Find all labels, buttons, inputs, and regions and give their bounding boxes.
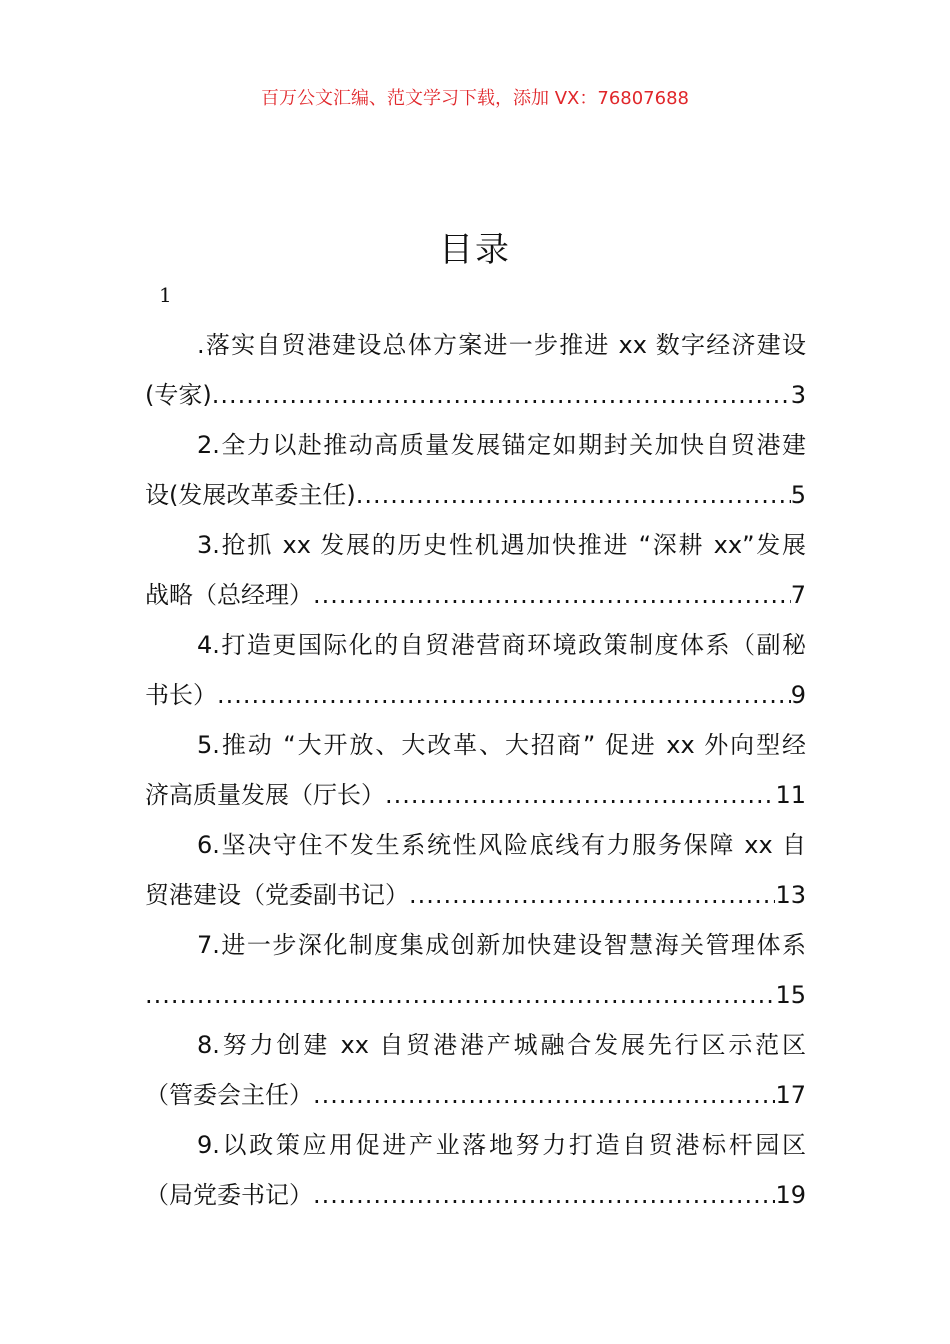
toc-entry[interactable] xyxy=(145,1122,806,1222)
dot-leader xyxy=(313,572,791,622)
toc-entry[interactable] xyxy=(145,722,806,822)
page-title: 目录 xyxy=(439,230,511,270)
toc-page-number: 9 xyxy=(790,681,806,709)
toc-entry-title-cont: 济高质量发展（厅长） xyxy=(145,781,385,809)
toc-entry[interactable] xyxy=(145,522,806,622)
toc-entry-title-cont: 书长） xyxy=(145,681,217,709)
toc-entry-title: 7.进一步深化制度集成创新加快建设智慧海关管理体系 xyxy=(197,931,806,959)
toc-entry[interactable] xyxy=(145,922,806,1022)
dot-leader xyxy=(145,972,775,1022)
toc-page-number: 13 xyxy=(775,881,806,909)
toc-entry-title: .落实自贸港建设总体方案进一步推进 xx 数字经济建设 xyxy=(197,331,806,359)
toc-page-number: 3 xyxy=(790,381,806,409)
watermark-header: 百万公文汇编、范文学习下载，添加 VX：76807688 xyxy=(261,88,689,109)
toc-entry-title: 8.努力创建 xx 自贸港港产城融合发展先行区示范区 xyxy=(197,1031,806,1059)
list-number: 1 xyxy=(159,283,172,307)
toc-entry-title: 4.打造更国际化的自贸港营商环境政策制度体系（副秘 xyxy=(197,631,806,659)
toc-entry-title-cont: 设(发展改革委主任) xyxy=(145,481,356,509)
toc-entry[interactable] xyxy=(145,322,806,422)
table-of-contents xyxy=(145,322,806,1222)
dot-leader xyxy=(313,1072,775,1122)
toc-entry-title: 2.全力以赴推动高质量发展锚定如期封关加快自贸港建 xyxy=(197,431,806,459)
toc-page-number: 11 xyxy=(775,781,806,809)
toc-page-number: 15 xyxy=(775,981,806,1009)
toc-page-number: 5 xyxy=(790,481,806,509)
toc-entry-title-cont: (专家) xyxy=(145,381,212,409)
dot-leader xyxy=(356,472,791,522)
dot-leader xyxy=(212,372,791,422)
toc-entry-title: 3.抢抓 xx 发展的历史性机遇加快推进 “深耕 xx”发展 xyxy=(197,531,806,559)
dot-leader xyxy=(313,1172,775,1222)
toc-entry-title-cont: （局党委书记） xyxy=(145,1181,313,1209)
toc-entry-title: 5.推动 “大开放、大改革、大招商” 促进 xx 外向型经 xyxy=(197,731,806,759)
toc-page-number: 19 xyxy=(775,1181,806,1209)
toc-entry[interactable] xyxy=(145,422,806,522)
toc-page-number: 7 xyxy=(790,581,806,609)
dot-leader xyxy=(409,872,775,922)
toc-entry-title: 9.以政策应用促进产业落地努力打造自贸港标杆园区 xyxy=(197,1131,806,1159)
toc-entry-title: 6.坚决守住不发生系统性风险底线有力服务保障 xx 自 xyxy=(197,831,806,859)
toc-entry-title-cont: 战略（总经理） xyxy=(145,581,313,609)
toc-entry-title-cont: （管委会主任） xyxy=(145,1081,313,1109)
toc-entry-title-cont: 贸港建设（党委副书记） xyxy=(145,881,409,909)
dot-leader xyxy=(385,772,775,822)
toc-entry[interactable] xyxy=(145,822,806,922)
toc-entry[interactable] xyxy=(145,1022,806,1122)
dot-leader xyxy=(217,672,791,722)
toc-entry[interactable] xyxy=(145,622,806,722)
toc-page-number: 17 xyxy=(775,1081,806,1109)
